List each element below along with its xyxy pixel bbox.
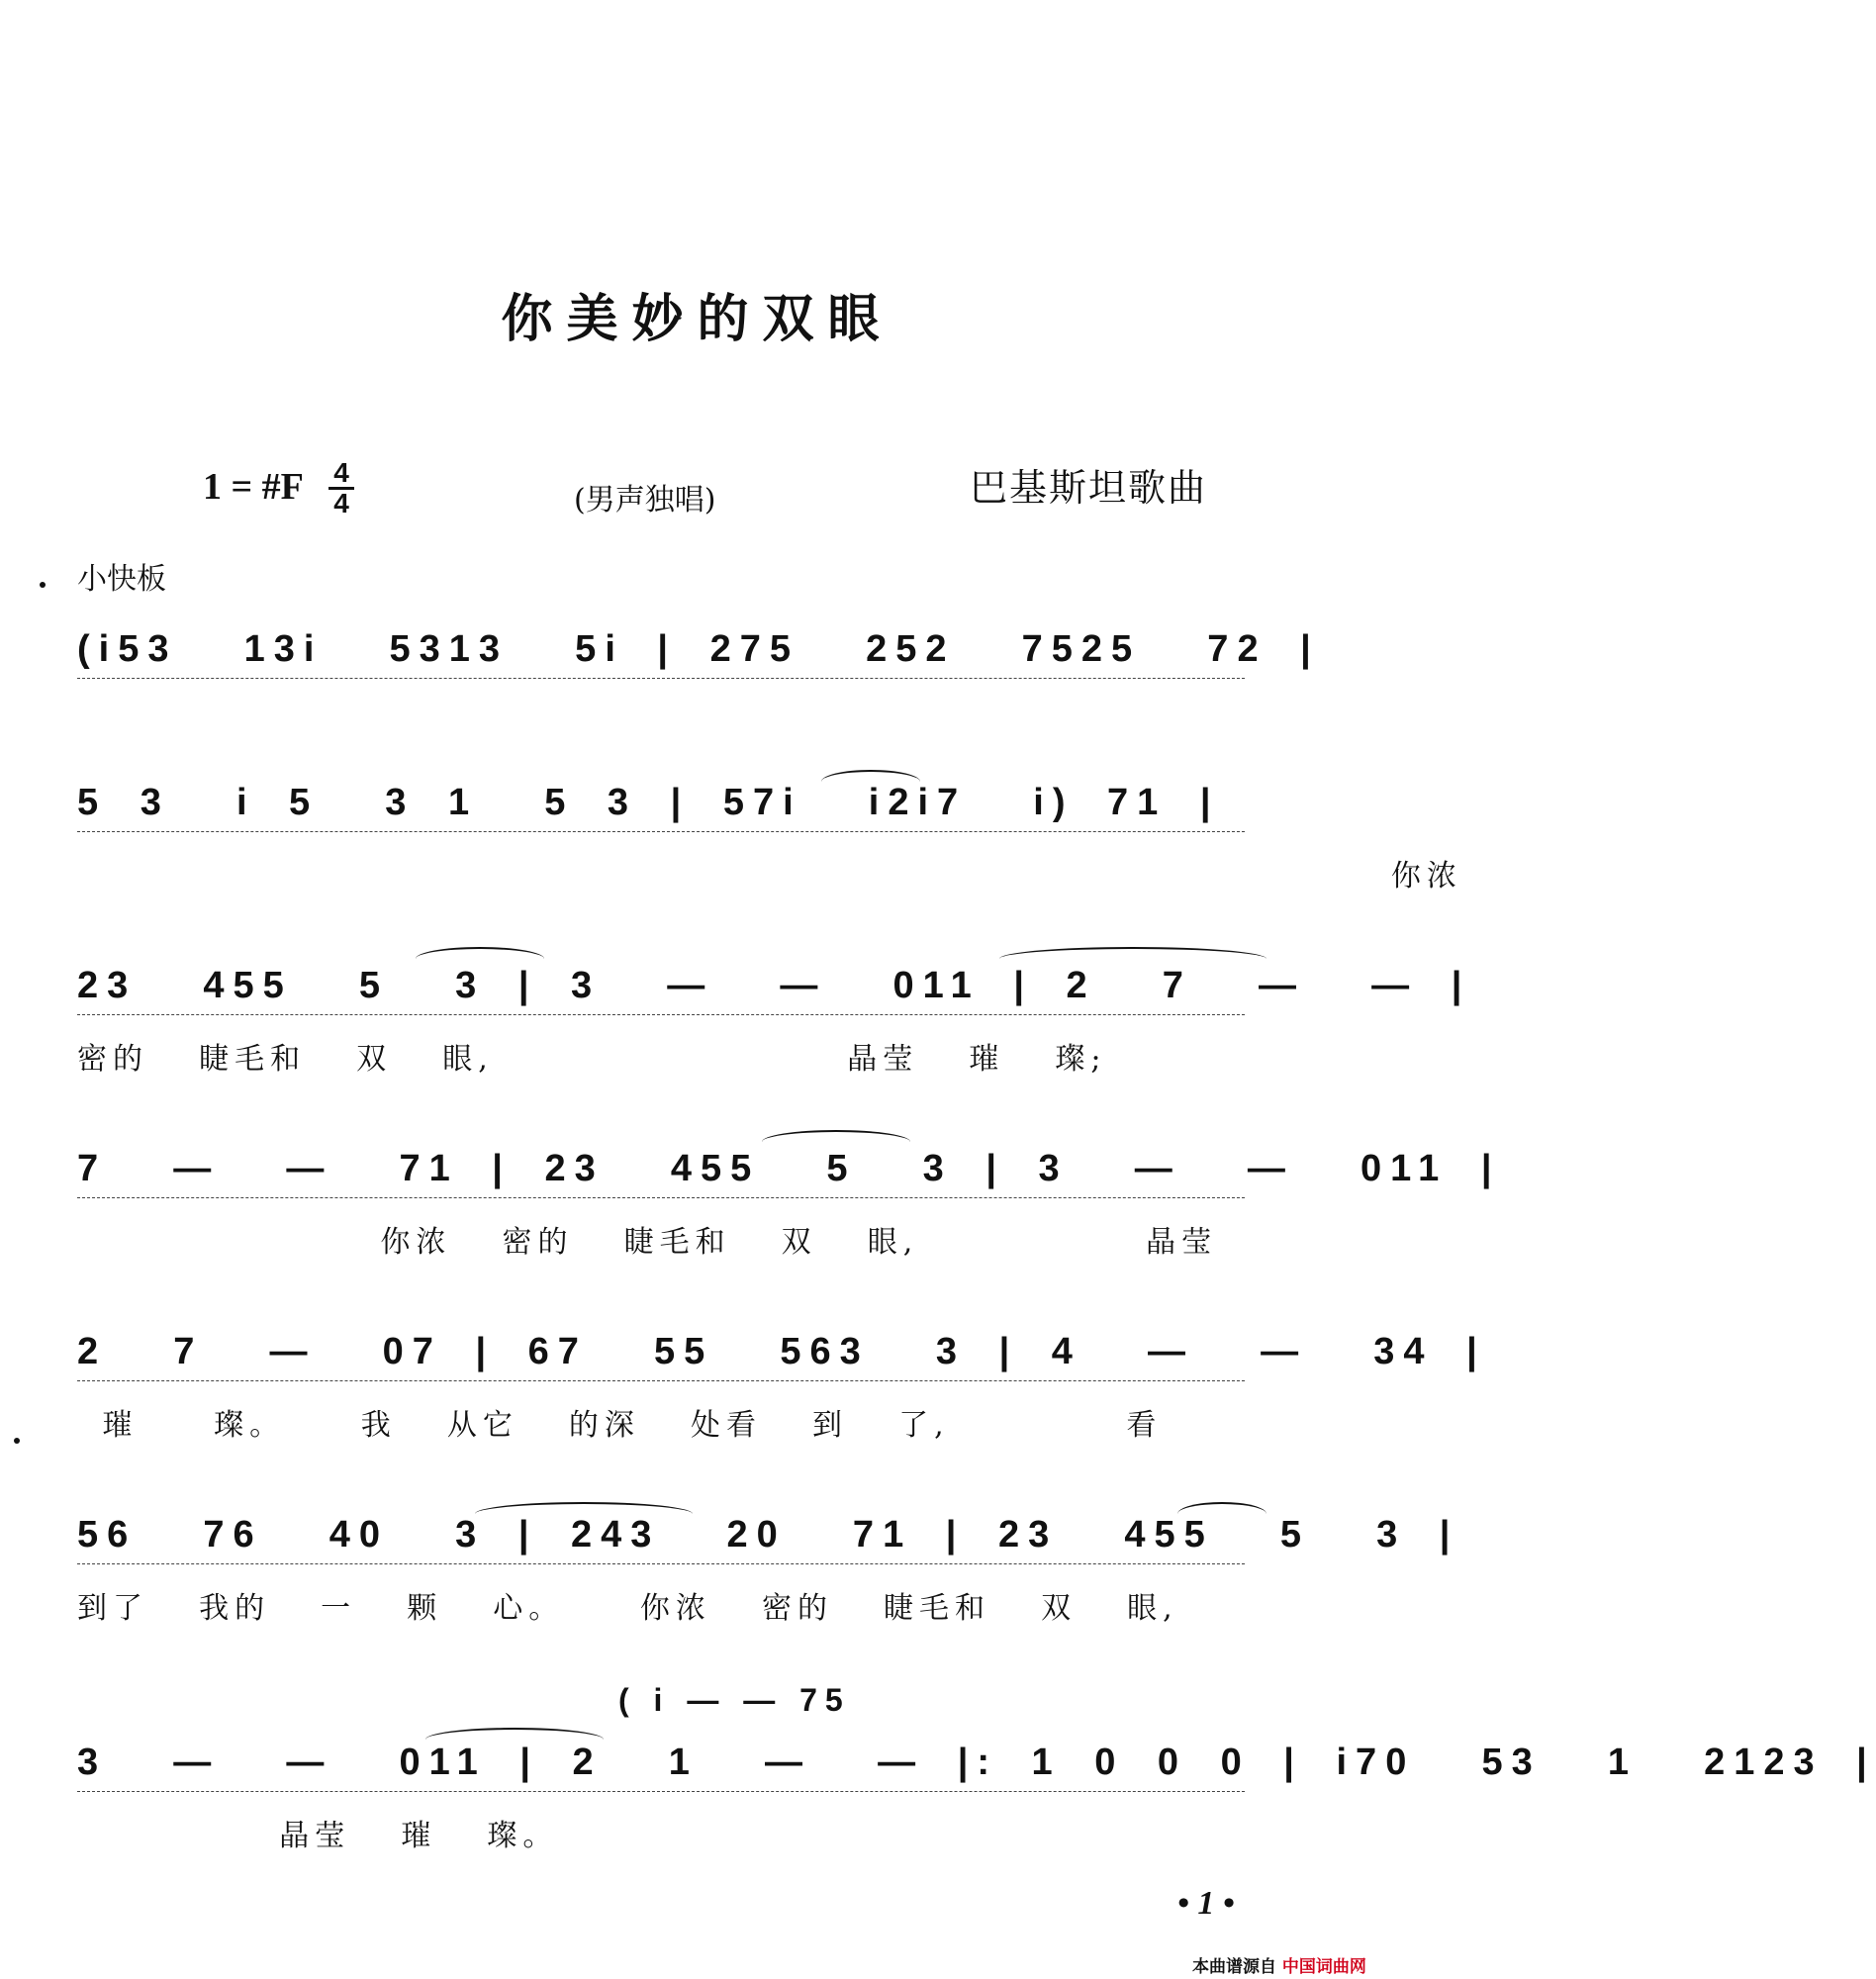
staff-line-6	[0, 1514, 1459, 1662]
source-prefix: 本曲谱源自	[1192, 1957, 1276, 1977]
staff-line-7	[0, 1742, 1876, 1890]
meter-top: 4	[333, 457, 349, 488]
notation: (i53 13i 5313 5i | 275 252 7525 72 |	[77, 628, 1320, 670]
song-title: 你美妙的双眼	[501, 290, 893, 349]
slur	[475, 1502, 693, 1526]
beam-underline	[77, 678, 1245, 679]
composer-credit: 巴基斯坦歌曲	[970, 466, 1208, 510]
beam-underline	[77, 1563, 1245, 1564]
notation: 23 455 5 3 | 3 — — 011 | 2 7 — — |	[77, 965, 1471, 1006]
page-number: • 1 •	[1177, 1885, 1235, 1922]
staff-line-3	[0, 965, 1471, 1113]
margin-dot	[14, 1438, 20, 1444]
meter-bottom: 4	[333, 488, 349, 518]
slur	[425, 1728, 604, 1751]
lyrics: 璀 璨。 我 从它 的深 处看 到 了, 看	[77, 1408, 1163, 1443]
beam-underline	[77, 1380, 1245, 1381]
time-signature	[328, 457, 354, 518]
beam-underline	[77, 1014, 1245, 1015]
beam-underline	[77, 831, 1245, 832]
slur	[762, 1130, 910, 1154]
staff-line-4	[0, 1148, 1501, 1296]
slur	[1177, 1502, 1266, 1526]
notation: 56 76 40 3 | 243 20 71 | 23 455 5 3 |	[77, 1514, 1459, 1555]
notation: 3 — — 011 | 2 1 — — |: 1 0 0 0 | i70 53 1 2123 |	[77, 1742, 1876, 1783]
slur	[821, 770, 920, 794]
staff-line-5	[0, 1331, 1486, 1479]
slur	[999, 947, 1266, 971]
source-credit	[1192, 1952, 1366, 1977]
notation: 7 — — 71 | 23 455 5 3 | 3 — — 011 |	[77, 1148, 1501, 1189]
notation: 5 3 i 5 3 1 5 3 | 57i i2i7 i) 71 |	[77, 782, 1220, 823]
slur	[416, 947, 544, 971]
key-signature: 1 = #F	[203, 466, 304, 508]
tempo-marking: 小快板	[77, 562, 166, 597]
margin-dot	[40, 582, 46, 588]
lyrics: 你浓 密的 睫毛和 双 眼, 晶莹	[77, 1225, 1218, 1260]
lyrics: 到了 我的 一 颗 心。 你浓 密的 睫毛和 双 眼,	[77, 1591, 1178, 1626]
lyrics: 你浓	[77, 859, 1462, 894]
bracket-notation: ( i — — 75	[618, 1682, 851, 1718]
notation: 2 7 — 07 | 67 55 563 3 | 4 — — 34 |	[77, 1331, 1486, 1372]
beam-underline	[77, 1197, 1245, 1198]
lyrics: 晶莹 璀 璨。	[77, 1819, 559, 1853]
performance-note: (男声独唱)	[574, 483, 716, 518]
source-site: 中国词曲网	[1281, 1957, 1366, 1977]
staff-line-1	[0, 628, 1394, 777]
beam-underline	[77, 1791, 1245, 1792]
lyrics: 密的 睫毛和 双 眼, 晶莹 璀 璨;	[77, 1042, 1107, 1077]
staff-line-2	[0, 782, 1462, 930]
